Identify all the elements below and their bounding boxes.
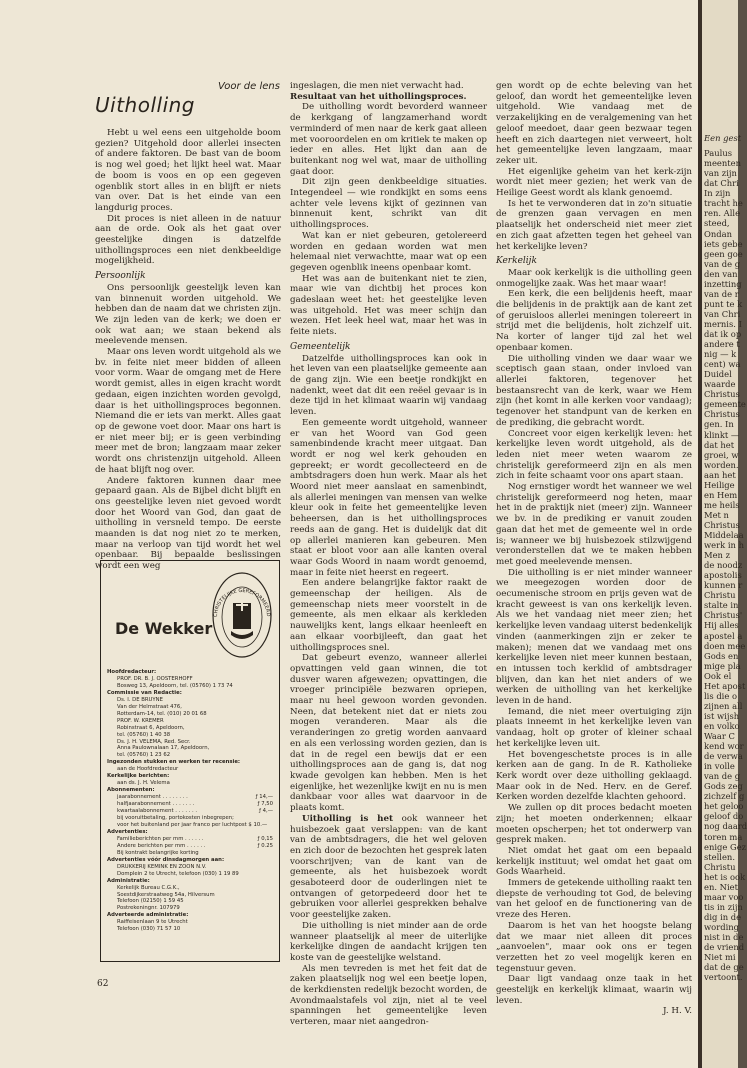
facing-page-line: andere t <box>704 339 740 350</box>
facing-page-line: Gods zeg <box>704 781 743 792</box>
rate-label: jaarabonnement . . . . . . . . <box>117 794 188 801</box>
page-number: 62 <box>97 979 109 989</box>
facing-page-line: nog daard <box>704 821 747 832</box>
colophon-line: Robinstraat 6, Apeldoorn, <box>117 724 185 731</box>
facing-page-line: Een gest <box>704 133 742 143</box>
facing-page-line: meenten <box>704 158 741 169</box>
facing-page-line: toren ma <box>704 831 743 842</box>
facing-page-line: Heilige <box>704 479 735 490</box>
paragraph: Een andere belangrijke faktor raakt de gemeenschap der heiligen. Als de gemeenschap niets meer voorstelt in de gemeente, als men elkaar als kerkleden nauwelijks kent, langs elkaar heenleeft en aan elkaar voorbijleeft, dan gaat het uithollingsproces snel. <box>290 578 487 653</box>
column-1 <box>95 128 281 572</box>
facing-page-line: apostel a <box>704 630 743 641</box>
article-title: Uitholling <box>95 93 195 117</box>
paragraph: Is het te verwonderen dat in zo'n situatie de grenzen gaan vervagen en men plaatselijk het onderscheid niet meer ziet en zich gaat afzetten tegen het geheel van het kerkelijke leven? <box>496 198 692 252</box>
paragraph: Dat gebeurt evenzo, wanneer allerlei opvattingen veld gaan winnen, die tot dusver waren afgewezen; opvattingen, die vroeger principiële bezwaren opriepen, maar nu heel gewoon worden gevonden. Neen, dat betekent niet dat er niets zou mogen veranderen. Maar als die veranderingen zo gretig worden aanvaard en als een verlossing worden gezien, dan is dat in de regel een bewijs dat er een uithollingsproces aan de gang is, dat nog kwade gevolgen kan hebben. Men is het eigenlijke, het wezenlijke kwijt en nu is men dankbaar voor alles wat daarvoor in de plaats komt. <box>290 653 487 814</box>
seal-text: CHRISTELIJKE GEREFORMEERD <box>212 587 272 618</box>
paragraph: Die uitholling vinden we daar waar we sceptisch gaan staan, onder invloed van allerlei faktoren, tegenover het bestaansrecht van de kerk, waar we Hem zijn (het komt in alle kerken voor vandaag); tegenover het standpunt van de kerken en de prediking, die gebracht wordt. <box>496 353 692 428</box>
colophon-line: tel. (05760) 1 23 62 <box>117 752 171 759</box>
facing-page-line: de vriend <box>704 942 745 953</box>
facing-page-line: van de r <box>704 288 739 299</box>
facing-page-line: aan het <box>704 469 736 480</box>
facing-page-line: van de g <box>704 771 741 782</box>
facing-page-line: Middelaa <box>704 530 744 540</box>
facing-page-line: mige pla <box>704 660 741 671</box>
paragraph: De uitholling wordt bevorderd wanneer de kerkgang of langzamerhand wordt verminderd of men naar de kerk gaat alleen met vooroordelen en om kritiek te maken op ieder en alles. Het lijkt dan aan de buitenkant nog wel wat, maar de uitholling gaat door. <box>290 102 487 177</box>
author-signature: J. H. V. <box>663 1006 692 1017</box>
paragraph: Een kerk, die een belijdenis heeft, maar die belijdenis in de praktijk aan de kant zet of geruisloos allerlei meningen tolereert in strijd met die belijdenis, holt zichzelf uit. Na korter of langer tijd zal het wel openbaar komen. <box>496 289 692 353</box>
facing-page-line: Men z <box>704 550 731 561</box>
colophon-line: aan ds. J. H. Velema <box>117 780 170 787</box>
facing-page-line: Christus <box>704 389 740 400</box>
facing-page-line: geen goe <box>704 248 743 259</box>
colophon-line: PROF. W. KREMER <box>117 717 164 724</box>
facing-page-line: Met n <box>704 509 729 520</box>
facing-page-line: zijnen all <box>704 700 743 711</box>
paragraph: We zullen op dit proces bedacht moeten zijn; het moeten onderkennen; elkaar moeten opscherpen; het tot onderwerp van gesprek maken. <box>496 803 692 846</box>
colophon-line: Van der Helmstraat 476, <box>117 703 182 710</box>
facing-page-line: tis in zijn <box>704 901 743 912</box>
facing-page-line: nist in de <box>704 932 744 942</box>
facing-page-line: groei, w <box>704 449 739 460</box>
facing-page-line: waarde <box>704 379 736 390</box>
colophon-line: Telefoon (02150) 1 59 45 <box>117 898 184 905</box>
facing-page-line: gen. In <box>704 419 734 430</box>
facing-page-line: Christus <box>704 409 740 420</box>
facing-page-line: van zijn <box>704 168 737 179</box>
paragraph: Daarom is het van het hoogste belang dat we maar niet alleen dit proces „aanvoelen", maar ook ons er tegen verzetten het zo veel mogelijk keren en tegenstuur geven. <box>496 920 692 974</box>
rate-label: Andere berichten per mm . . . . . . <box>117 842 206 849</box>
facing-page-line: kend wor <box>704 741 744 752</box>
facing-page-line: werk in h <box>704 540 744 551</box>
facing-page-line: Paulus <box>704 148 733 159</box>
facing-page-line: doen mee <box>704 640 746 651</box>
paragraph: Die uitholling is niet minder aan de orde wanneer plaatselijk al meer de uiterlijke kerkelijke dingen de aandacht krijgen ten koste van de geestelijke welstand. <box>290 920 487 963</box>
paragraph: Het was aan de buitenkant niet te zien, maar wie van dichtbij het proces kon gadeslaan weet het: het geestelijke leven was uitgehold. Het was meer schijn dan wezen. Het leek heel wat, maar het was in feite niets. <box>290 273 487 338</box>
facing-page-line: en Hem <box>704 489 738 500</box>
column-2 <box>290 81 487 1028</box>
facing-page-line: Christu <box>704 861 736 872</box>
facing-page-line: het is ook <box>704 871 746 882</box>
colophon-line: Bosweg 13, Apeldoorn, tel. (05760) 1 73 74 <box>117 682 233 689</box>
paragraph-rest: ook wanneer het huisbezoek gaat verslappen: van de kant van de ambtsdragers, die het wel geloven en zich door de bezochten het gesprek laten voorschrijven; van de kant van de gemeente, als het huisbezoek wordt gesaboteerd door de ouderlingen niet te ontvangen of getorpedeerd door het te gebruiken voor allerlei gesprekken behalve voor geestelijke zaken. <box>290 813 487 921</box>
colophon-line: Ds. I. DE BRUYNE <box>117 696 163 703</box>
rate-value: ƒ 4,— <box>259 808 273 815</box>
facing-page-line: dat het <box>704 439 735 450</box>
colophon-heading: Adverteerde administratie: <box>107 912 189 919</box>
colophon-line: voor het buitenland per jaar franco per luchtpost $ 10.— <box>117 821 268 828</box>
colophon-line: bij vooruitbetaling, portokosten inbegrepen; <box>117 815 234 822</box>
facing-page-edge <box>702 0 747 1068</box>
rate-value: ƒ 0.25 <box>257 842 273 849</box>
colophon-heading: Kerkelijke berichten: <box>107 773 170 780</box>
rate-value: ƒ 0,15 <box>257 835 273 842</box>
paragraph: Ons persoonlijk geestelijk leven kan van binnenuit worden uitgehold. We hebben dan de naam dat we christen zijn. We zijn leden van de kerk; we doen er ook wat aan; we staan bekend als meelevende mensen. <box>95 282 281 347</box>
facing-page-line: dig in de <box>704 911 742 922</box>
facing-page-line: tracht he <box>704 198 743 209</box>
colophon-heading: Abonnementen: <box>107 787 155 794</box>
colophon-heading: Commissie van Redactie: <box>107 689 182 696</box>
facing-page-line: wording <box>704 921 740 932</box>
facing-page-line: apostolis <box>704 570 742 581</box>
paragraph: Maar ook kerkelijk is die uitholling geen onmogelijke zaak. Was het maar waar! <box>496 267 692 289</box>
facing-page-line: Christu <box>704 590 736 601</box>
paragraph: Niet omdat het gaat om een bepaald kerkelijk instituut; wel omdat het gaat om Gods Waarheid. <box>496 845 692 878</box>
colophon-line: Ds. J. H. VELEMA, Red. Secr. <box>117 738 191 745</box>
colophon-heading: Hoofdredacteur: <box>107 669 157 675</box>
paragraph <box>290 814 487 921</box>
paragraph: Daar ligt vandaag onze taak in het geestelijk en kerkelijk klimaat, waarin wij leven. <box>496 974 692 1006</box>
colophon-heading: Advertenties: <box>107 828 148 835</box>
church-seal-emblem <box>211 569 273 659</box>
paragraph: Nog ernstiger wordt het wanneer we wel christelijk gereformeerd nog heten, maar het in de praktijk niet (meer) zijn. Wanneer we bv. in de prediking er vanuit zouden gaan dat het met de gemeente wel in orde is; wanneer we bij huisbezoek stilzwijgend veronderstellen dat we te maken hebben met goed meelevende mensen. <box>496 482 692 567</box>
facing-page-line: dat ik op <box>704 329 742 339</box>
facing-page-line: Hij alles <box>704 620 739 631</box>
colophon-line: DRUKKERIJ KEMINK EN ZOON N.V. <box>117 863 207 870</box>
paragraph-bold <box>290 92 487 103</box>
colophon-heading: Administratie: <box>107 877 150 884</box>
colophon-line: Telefoon (030) 71 57 10 <box>117 926 181 933</box>
section-kicker: Voor de lens <box>218 81 280 92</box>
paragraph: Als men tevreden is met het feit dat de zaken plaatselijk nog wel een beetje lopen, de kerkdiensten redelijk bezocht worden, de Avondmaalstafels vol zijn, niet al te veel spanningen het gemeentelijke leven verteren, maar niet aangedron- <box>290 963 487 1028</box>
colophon-box <box>100 560 280 962</box>
facing-page-line: iets gebe <box>704 238 743 249</box>
facing-page-line: nig — k <box>704 349 737 360</box>
facing-page-line: ren. Alle <box>704 208 741 219</box>
facing-page-line: Gods en <box>704 650 739 661</box>
colophon-line: Postrekeningnr. 107979 <box>117 905 180 912</box>
colophon-heading: Advertenties vóór dinsdagmorgen aan: <box>107 856 225 863</box>
facing-page-line: Christus <box>704 519 740 530</box>
column-3 <box>496 81 692 1017</box>
rate-value: ƒ 14,— <box>255 794 273 801</box>
facing-page-line: Niet mi <box>704 952 736 963</box>
colophon-heading: Ingezonden stukken en werken ter recensie: <box>107 759 241 766</box>
facing-page-line: van de g <box>704 258 741 269</box>
facing-page-line: me heils <box>704 499 740 510</box>
facing-page-line: In zijn <box>704 188 731 199</box>
colophon-line: PROF. DR. B. J. OOSTERHOFF <box>117 675 193 682</box>
facing-page-line: het geloo <box>704 801 744 812</box>
paragraph: ingeslagen, die men niet verwacht had. <box>290 81 464 91</box>
colophon-line: aan de Hoofdredacteur <box>117 766 179 773</box>
facing-page-line: lis die o <box>704 690 738 701</box>
colophon-line <box>107 843 273 850</box>
colophon-info <box>107 669 273 933</box>
facing-page-line: cent) wa <box>704 359 741 370</box>
paragraph: Een gemeente wordt uitgehold, wanneer er van het Woord van God geen samenbindende kracht meer uitgaat. Dan wordt er nog wel kerk gehouden en gepreekt; er wordt gecollecteerd en de ambtsdragers doen hun werk. Maar als het Woord niet meer aanslaat en samenbindt, als allerlei meningen van mensen van welke kleur ook in feite het gemeentelijke leven beheersen, dan is het uithollingsproces reeds aan de gang. Het is duidelijk dat dit op allerlei manieren kan gebeuren. Men staat er bloot voor aan alle kanten overal waar Gods Woord in naam wordt genoemd, maar in feite niet heerst en regeert. <box>290 417 487 578</box>
facing-page-line: inzetting <box>704 278 742 289</box>
paragraph: gen wordt op de echte beleving van het geloof, dan wordt het gemeentelijke leven uitgehold. Wie vandaag met de verzakelijking en de veralgemening van het geloof meedoet, daar geen bezwaar tegen heeft en zich daartegen niet verweert, holt het gemeentelijke leven langzaam, maar zeker uit. <box>496 81 692 166</box>
facing-page-line: van Chri <box>704 308 741 319</box>
publication-name: De Wekker <box>115 619 213 638</box>
facing-page-line: steed, <box>704 218 730 229</box>
bold-sentence: Resultaat van het uithollingsproces. <box>290 91 467 102</box>
subheading-kerkelijk: Kerkelijk <box>496 256 537 267</box>
facing-page-line: maar voo <box>704 891 744 902</box>
facing-page-line: geloof do <box>704 811 744 822</box>
paragraph: Immers de getekende uitholling raakt ten diepste de verhouding tot God, de beleving van het geloof en de functionering van de vreze des Heren. <box>496 878 692 921</box>
rate-label: Familieberichten per mm . . . . . . <box>117 835 204 842</box>
facing-page-line: en volko <box>704 720 740 731</box>
colophon-line: Soestdijkerstraatweg 54a, Hilversum <box>117 891 215 898</box>
paragraph: Het eigenlijke geheim van het kerk-zijn wordt niet meer gezien; het werk van de Heilige Geest wordt als klank genoemd. <box>496 166 692 199</box>
facing-page-line: Het apost <box>704 680 746 691</box>
facing-page-line: worden. <box>704 459 739 470</box>
colophon-line: Anna Paulownalaan 17, Apeldoorn, <box>117 745 210 752</box>
facing-page-line: punt te k <box>704 298 743 309</box>
colophon-line <box>107 836 273 843</box>
colophon-line: Bij kontrakt belangrijke korting <box>117 849 199 856</box>
colophon-line: Domplein 2 te Utrecht, telefoon (030) 1 19 89 <box>117 870 239 877</box>
facing-page-line: den van <box>704 268 738 279</box>
facing-page-line: klinkt — <box>704 429 740 440</box>
facing-page-line: vertoont. <box>704 972 743 983</box>
paragraph: Het bovengeschetste proces is in alle kerken aan de gang. In de R. Katholieke Kerk wordt over deze uitholling geklaagd. Maar ook in de Ned. Herv. en de Geref. Kerken worden dezelfde klachten gehoord. <box>496 749 692 803</box>
facing-page-line: enige Gez <box>704 841 747 852</box>
subheading-gemeentelijk: Gemeentelijk <box>290 341 351 352</box>
facing-page-line: de verwa <box>704 751 743 762</box>
facing-page-line: dat Chri <box>704 178 739 189</box>
colophon-line <box>107 808 273 815</box>
facing-page-line: Waar C <box>704 731 735 741</box>
facing-page-line: Duidel <box>704 369 732 380</box>
facing-page-line: gemeente <box>704 399 746 410</box>
facing-page-line: dat de ge <box>704 962 744 973</box>
paragraph: Iemand, die niet meer overtuiging zijn plaats inneemt in het kerkelijke leven van vandaag, holt op groter of kleiner schaal het kerkelijke leven uit. <box>496 706 692 749</box>
paragraph: Datzelfde uithollingsproces kan ook in het leven van een plaatselijke gemeente aan de gang zijn. Wie een beetje rondkijkt en nadenkt, weet dat dit een reëel gevaar is in deze tijd in het klimaat waarin wij vandaag leven. <box>290 353 487 418</box>
rate-label: halfjaarabonnement . . . . . . . <box>117 801 195 808</box>
paragraph: Die uitholling is er niet minder wanneer we meegezogen worden door de oecumenische stroom en prijs geven wat de kracht geweest is van ons kerkelijk leven. Als we het vandaag niet meer zien; het kerkelijke leven vandaag uiterst bedenkelijk vinden (aanmerkingen zijn er zeker te maken); menen dat we vandaag met ons kerkelijke leven niet meer kunnen bestaan, en intussen toch kerklid of ambtsdrager blijven, dan kan het niet anders of we werken de uitholling van het kerkelijke leven in de hand. <box>496 567 692 707</box>
colophon-line <box>107 794 273 801</box>
paragraph: Dit proces is niet alleen in de natuur aan de orde. Ook als het gaat over geestelijke dingen is datzelfde uithollingsproces een niet denkbeeldige mogelijkheid. <box>95 213 281 267</box>
colophon-line: Raiffeisenlaan 9 te Utrecht <box>117 919 188 926</box>
facing-page-line: stalte in <box>704 600 739 611</box>
subheading-persoonlijk: Persoonlijk <box>95 271 146 282</box>
paragraph: Maar ons leven wordt uitgehold als we bv. in feite niet meer bidden of alleen voor vorm. Waar de omgang met de Here wordt gemist, alles in eigen kracht wordt gedaan, eigen inzichten worden gevolgd, daar is het uithollingsproces begonnen. Niemand die er iets van merkt. Alles gaat op de gewone voet door. Maar ons hart is er niet meer bij; er is geen verbinding meer met de bron; langzaam maar zeker wordt ons christenzijn uitgehold. Alleen de haat blijft nog over. <box>95 347 281 475</box>
paragraph: Hebt u wel eens een uitgeholde boom gezien? Uitgehold door allerlei insecten of andere faktoren. De bast van de boom is nog wel goed; het lijkt heel wat. Maar de boom is voos en op een gegeven ogenblik stort alles in en blijft er niets van over. Dat is het einde van een langdurig proces. <box>95 128 281 213</box>
colophon-line: tel. (05760) 1 40 38 <box>117 731 171 738</box>
facing-page-line: ist wijsh <box>704 710 740 721</box>
facing-page-line: kunnen r <box>704 580 743 591</box>
colophon-line: Kerkelijk Bureau C.G.K., <box>117 884 180 891</box>
facing-page-line: de noodz <box>704 560 743 571</box>
rate-label: kwartaalabonnement . . . . . . . <box>117 808 198 815</box>
facing-page-line: en. Niet <box>704 881 739 892</box>
paragraph: Wat kan er niet gebeuren, getolereerd worden en gedaan worden wat men helemaal niet verwachtte, maar wat op een gegeven ogenblik ineens openbaar komt. <box>290 230 487 273</box>
facing-page-line: Ondan <box>704 228 733 239</box>
facing-page-line: in volle <box>704 761 735 772</box>
colophon-line <box>107 801 273 808</box>
rate-value: ƒ 7,50 <box>257 801 273 808</box>
paragraph: Concreet voor eigen kerkelijk leven: het kerkelijke leven wordt uitgehold, als de leden niet meer weten waarom ze christelijk gereformeerd zijn en als men zich in feite schaamt voor ons apart staan. <box>496 428 692 482</box>
paragraph: Andere faktoren kunnen daar mee gepaard gaan. Als de Bijbel dicht blijft en ons geestelijke leven niet gevoed wordt door het Woord van God, dan gaat de uitholling in versneld tempo. De eerste maanden is dat nog niet zo te merken, maar na verloop van tijd wordt het wel openbaar. Bij bepaalde beslissingen wordt een weg <box>95 475 281 572</box>
facing-page-line: Ook el <box>704 670 732 681</box>
colophon-line: Rotterdam-14, tel. (010) 20 01 68 <box>117 710 207 717</box>
paragraph: Dit zijn geen denkbeeldige situaties. Integendeel — wie rondkijkt en soms eens achter vele levens kijkt of gezinnen van binnenuit kent, schrikt van dit uithollingsproces. <box>290 177 487 231</box>
bold-lead: Uitholling is het <box>302 813 394 824</box>
facing-page-line: zichzelf g <box>704 791 745 802</box>
facing-page-line: stellen. <box>704 851 735 862</box>
facing-page-line: mernis. I <box>704 318 742 329</box>
facing-page-line: Christus' <box>704 610 743 621</box>
